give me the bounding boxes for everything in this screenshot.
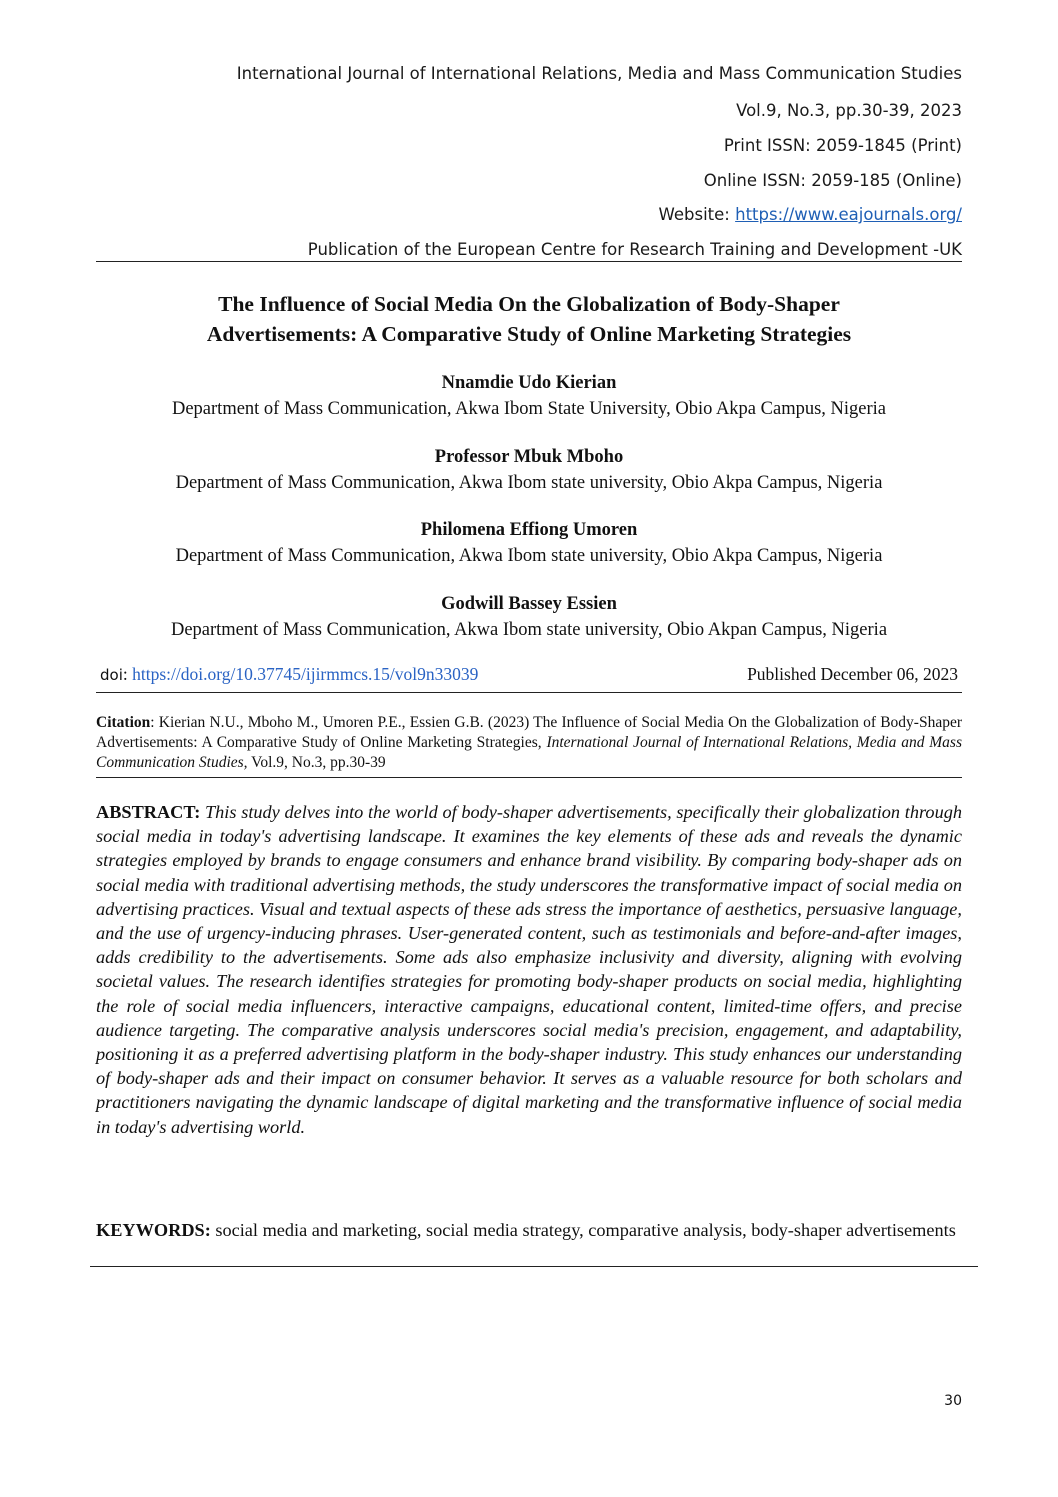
publisher-line: Publication of the European Centre for Research Training and Development -UK xyxy=(307,240,962,259)
author-block xyxy=(60,591,998,643)
journal-name: International Journal of International Relations, Media and Mass Communication Studies xyxy=(236,64,962,83)
author-name: Philomena Effiong Umoren xyxy=(420,520,638,540)
print-issn: Print ISSN: 2059-1845 (Print) xyxy=(723,136,962,155)
author-block xyxy=(60,370,998,422)
keywords xyxy=(96,1218,962,1242)
author-name: Godwill Bassey Essien xyxy=(441,594,617,614)
abstract xyxy=(96,800,962,1139)
author-affiliation: Department of Mass Communication, Akwa Ibom state university, Obio Akpan Campus, Nigeria xyxy=(170,620,888,640)
header-rule xyxy=(96,261,962,262)
citation xyxy=(96,713,962,773)
doi-rule xyxy=(96,692,962,693)
author-block xyxy=(60,444,998,496)
paper-title xyxy=(60,289,998,349)
website-link[interactable]: https://www.eajournals.org/ xyxy=(735,205,962,224)
doi-link[interactable]: https://doi.org/10.37745/ijirmmcs.15/vol9n33039 xyxy=(132,664,479,684)
citation-label: Citation xyxy=(96,714,151,731)
keywords-label: KEYWORDS: xyxy=(96,1220,211,1240)
citation-tail: Vol.9, No.3, pp.30-39 xyxy=(247,754,386,771)
page-number: 30 xyxy=(944,1393,962,1409)
keywords-rule xyxy=(90,1266,978,1267)
doi-separator: : xyxy=(122,664,133,684)
author-affiliation: Department of Mass Communication, Akwa Ibom state university, Obio Akpa Campus, Nigeria xyxy=(175,473,883,493)
doi-label: doi xyxy=(100,666,123,684)
title-line-1: The Influence of Social Media On the Globalization of Body-Shaper xyxy=(218,292,840,316)
doi-row xyxy=(100,664,958,690)
abstract-text: This study delves into the world of body-shaper advertisements, specifically their globalization through social media in today's advertising landscape. It examines the key elements of these ads and reveals the dynamic strategies employed by brands to engage consumers and enhance brand visibility. By comparing body-shaper ads on social media with traditional advertising methods, the study underscores the transformative impact of social media on advertising practices. Visual and textual aspects of these ads stress the importance of aesthetics, persuasive language, and the use of urgency-inducing phrases. User-generated content, such as testimonials and before-and-after images, adds credibility to the advertisements. Some ads also emphasize inclusivity and diversity, aligning with evolving societal values. The research identifies strategies for promoting body-shaper products on social media, highlighting the role of social media influencers, interactive campaigns, educational content, limited-time offers, and precise audience targeting. The comparative analysis underscores social media's precision, engagement, and adaptability, positioning it as a preferred advertising platform in the body-shaper industry. This study enhances our understanding of body-shaper ads and their impact on consumer behavior. It serves as a valuable resource for both scholars and practitioners navigating the dynamic landscape of digital marketing and the transformative influence of social media in today's advertising world. xyxy=(96,802,962,1137)
volume-info: Vol.9, No.3, pp.30-39, 2023 xyxy=(736,101,962,120)
author-block xyxy=(60,517,998,569)
published-date: Published December 06, 2023 xyxy=(747,664,958,684)
citation-journal: International Journal of International Relations, Media and Mass Communication Studies, xyxy=(96,734,962,771)
title-line-2: Advertisements: A Comparative Study of Online Marketing Strategies xyxy=(206,322,852,346)
citation-text: : Kierian N.U., Mboho M., Umoren P.E., Essien G.B. (2023) The Influence of Social Media On the Globalization of Body-Shaper Advertisements: A Comparative Study of Online Marketing Strategies, xyxy=(96,714,962,751)
website-label: Website: xyxy=(658,205,736,224)
online-issn: Online ISSN: 2059-185 (Online) xyxy=(703,171,962,190)
abstract-label: ABSTRACT: xyxy=(96,802,201,822)
website-line xyxy=(659,205,962,224)
author-affiliation: Department of Mass Communication, Akwa Ibom State University, Obio Akpa Campus, Nigeria xyxy=(171,399,887,419)
author-affiliation: Department of Mass Communication, Akwa Ibom state university, Obio Akpa Campus, Nigeria xyxy=(175,546,883,566)
citation-rule xyxy=(96,777,962,778)
author-name: Nnamdie Udo Kierian xyxy=(441,373,617,393)
keywords-text: social media and marketing, social media strategy, comparative analysis, body-shaper advertisements xyxy=(210,1220,956,1240)
author-name: Professor Mbuk Mboho xyxy=(434,447,624,467)
